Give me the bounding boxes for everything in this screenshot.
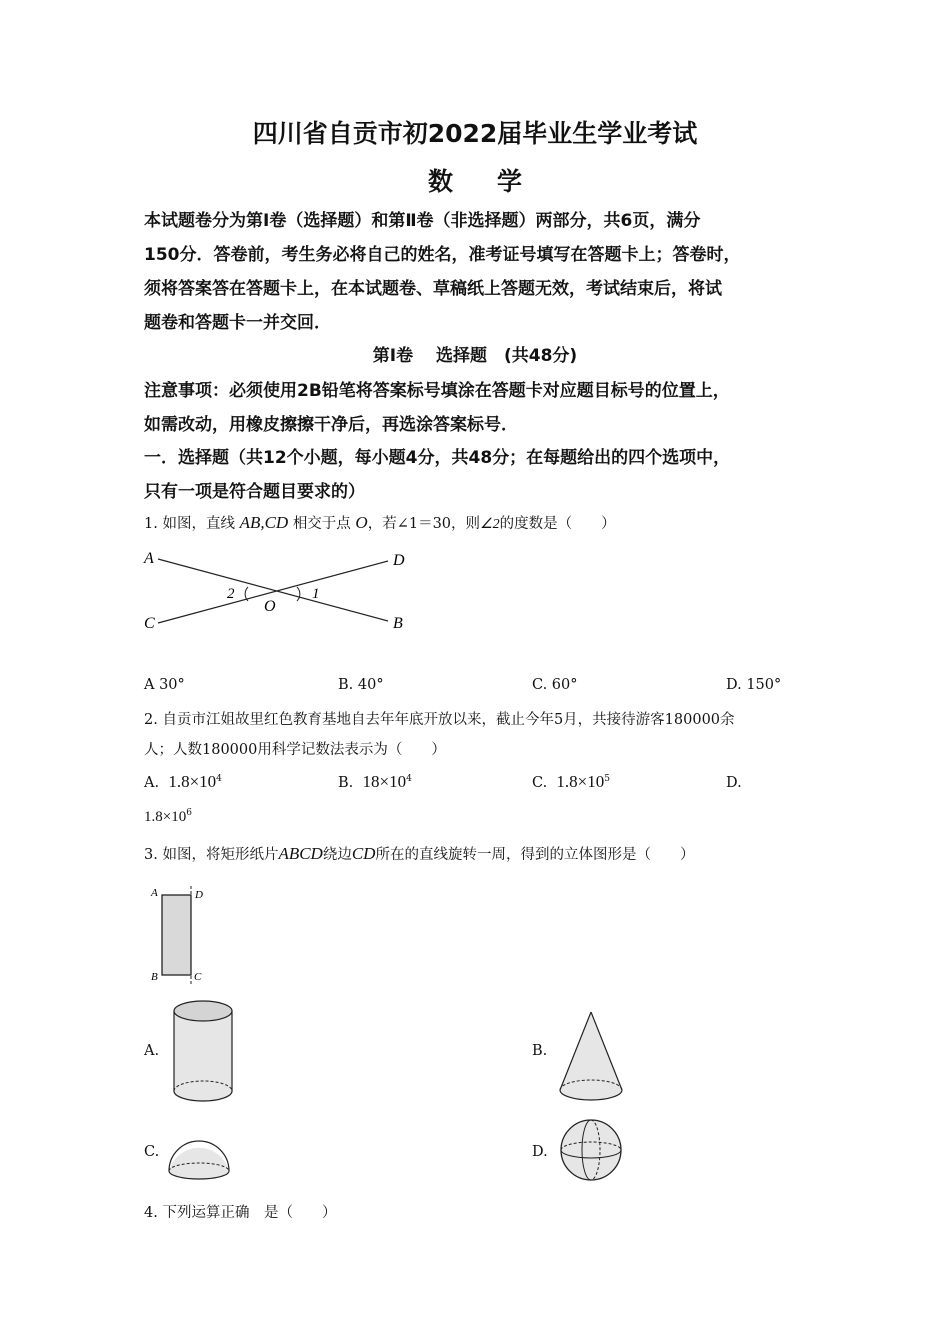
- q3-option-b-label[interactable]: B.: [532, 1043, 548, 1059]
- hemisphere-figure[interactable]: [165, 1135, 235, 1185]
- label-b: B: [151, 971, 158, 983]
- label-angle-1: 1: [312, 586, 320, 602]
- question-3-stem: 3. 如图，将矩形纸片ABCD绕边CD所在的直线旋转一周，得到的立体图形是（ ）: [144, 844, 695, 863]
- notice-line-2: 如需改动，用橡皮擦擦干净后，再选涂答案标号．: [144, 415, 518, 435]
- q2-option-a[interactable]: A. $1.8\times 10^4$: [144, 772, 222, 791]
- q1-option-b[interactable]: B. 40°: [338, 677, 384, 693]
- intro-line-4: 题卷和答题卡一并交回．: [144, 313, 331, 333]
- label-o: O: [264, 598, 276, 615]
- q1-option-a[interactable]: A 30°: [144, 677, 185, 693]
- label-d: D: [393, 552, 405, 569]
- intro-line-2: 150分．答卷前，考生务必将自己的姓名，准考证号填写在答题卡上；答卷时，: [144, 245, 741, 265]
- q1-option-c[interactable]: C. 60°: [532, 677, 578, 693]
- label-a: A: [151, 887, 158, 899]
- question-2-line-1: 2. 自贡市江姐故里红色教育基地自去年年底开放以来，截止今年5月，共接待游客180000余: [144, 712, 735, 728]
- cylinder-figure[interactable]: [168, 997, 240, 1107]
- q3-option-c-label[interactable]: C.: [144, 1144, 160, 1160]
- part1-heading: 第Ⅰ卷 选择题 (共48分): [372, 346, 578, 366]
- q3-option-d-label[interactable]: D.: [532, 1144, 548, 1160]
- question-4-stem: 4. 下列运算正确 是（ ）: [144, 1205, 337, 1221]
- point-o: O: [355, 513, 368, 532]
- label-c: C: [144, 615, 155, 632]
- q2-option-c[interactable]: C. $1.8\times 10^5$: [532, 772, 610, 791]
- rectangle-abcd: [162, 895, 191, 975]
- q1-intersecting-lines-figure: [140, 543, 420, 638]
- sphere-figure[interactable]: [558, 1117, 626, 1183]
- q3-option-a-label[interactable]: A.: [144, 1043, 160, 1059]
- section-line-1: 一．选择题（共12个小题，每小题4分，共48分；在每题给出的四个选项中，: [144, 448, 731, 468]
- rect-abcd: ABCD: [278, 844, 323, 863]
- intro-line-3: 须将答案答在答题卡上，在本试题卷、草稿纸上答题无效，考试结束后，将试: [144, 279, 722, 299]
- label-angle-2: 2: [227, 586, 235, 602]
- q3-rectangle-figure: [145, 882, 215, 987]
- edge-cd: CD: [351, 844, 376, 863]
- cone-figure[interactable]: [552, 1006, 632, 1106]
- label-a: A: [144, 550, 154, 567]
- label-c: C: [194, 971, 202, 983]
- q2-option-d-value[interactable]: $1.8\times 10^6$: [144, 808, 192, 825]
- label-b: B: [393, 615, 403, 632]
- label-d: D: [195, 889, 203, 901]
- q2-option-b[interactable]: B. $18\times 10^4$: [338, 772, 412, 791]
- subject-title: 数学: [427, 167, 566, 196]
- section-line-2: 只有一项是符合题目要求的）: [144, 482, 365, 502]
- question-1-stem: 1. 如图，直线 AB,CD 相交于点 O，若∠1＝30，则∠2的度数是（ ）: [144, 513, 616, 532]
- exam-title: 四川省自贡市初2022届毕业生学业考试: [252, 119, 698, 148]
- notice-line-1: 注意事项：必须使用2B铅笔将答案标号填涂在答题卡对应题目标号的位置上，: [144, 381, 730, 401]
- q2-option-d-label[interactable]: D.: [726, 775, 742, 791]
- lines-ab-cd: AB,CD: [239, 513, 289, 532]
- angle-1-arc: [297, 587, 300, 601]
- intro-line-1: 本试题卷分为第Ⅰ卷（选择题）和第Ⅱ卷（非选择题）两部分，共6页，满分: [144, 211, 701, 231]
- q1-option-d[interactable]: D. 150°: [726, 677, 782, 693]
- question-2-line-2: 人；人数180000用科学记数法表示为（ ）: [144, 742, 446, 758]
